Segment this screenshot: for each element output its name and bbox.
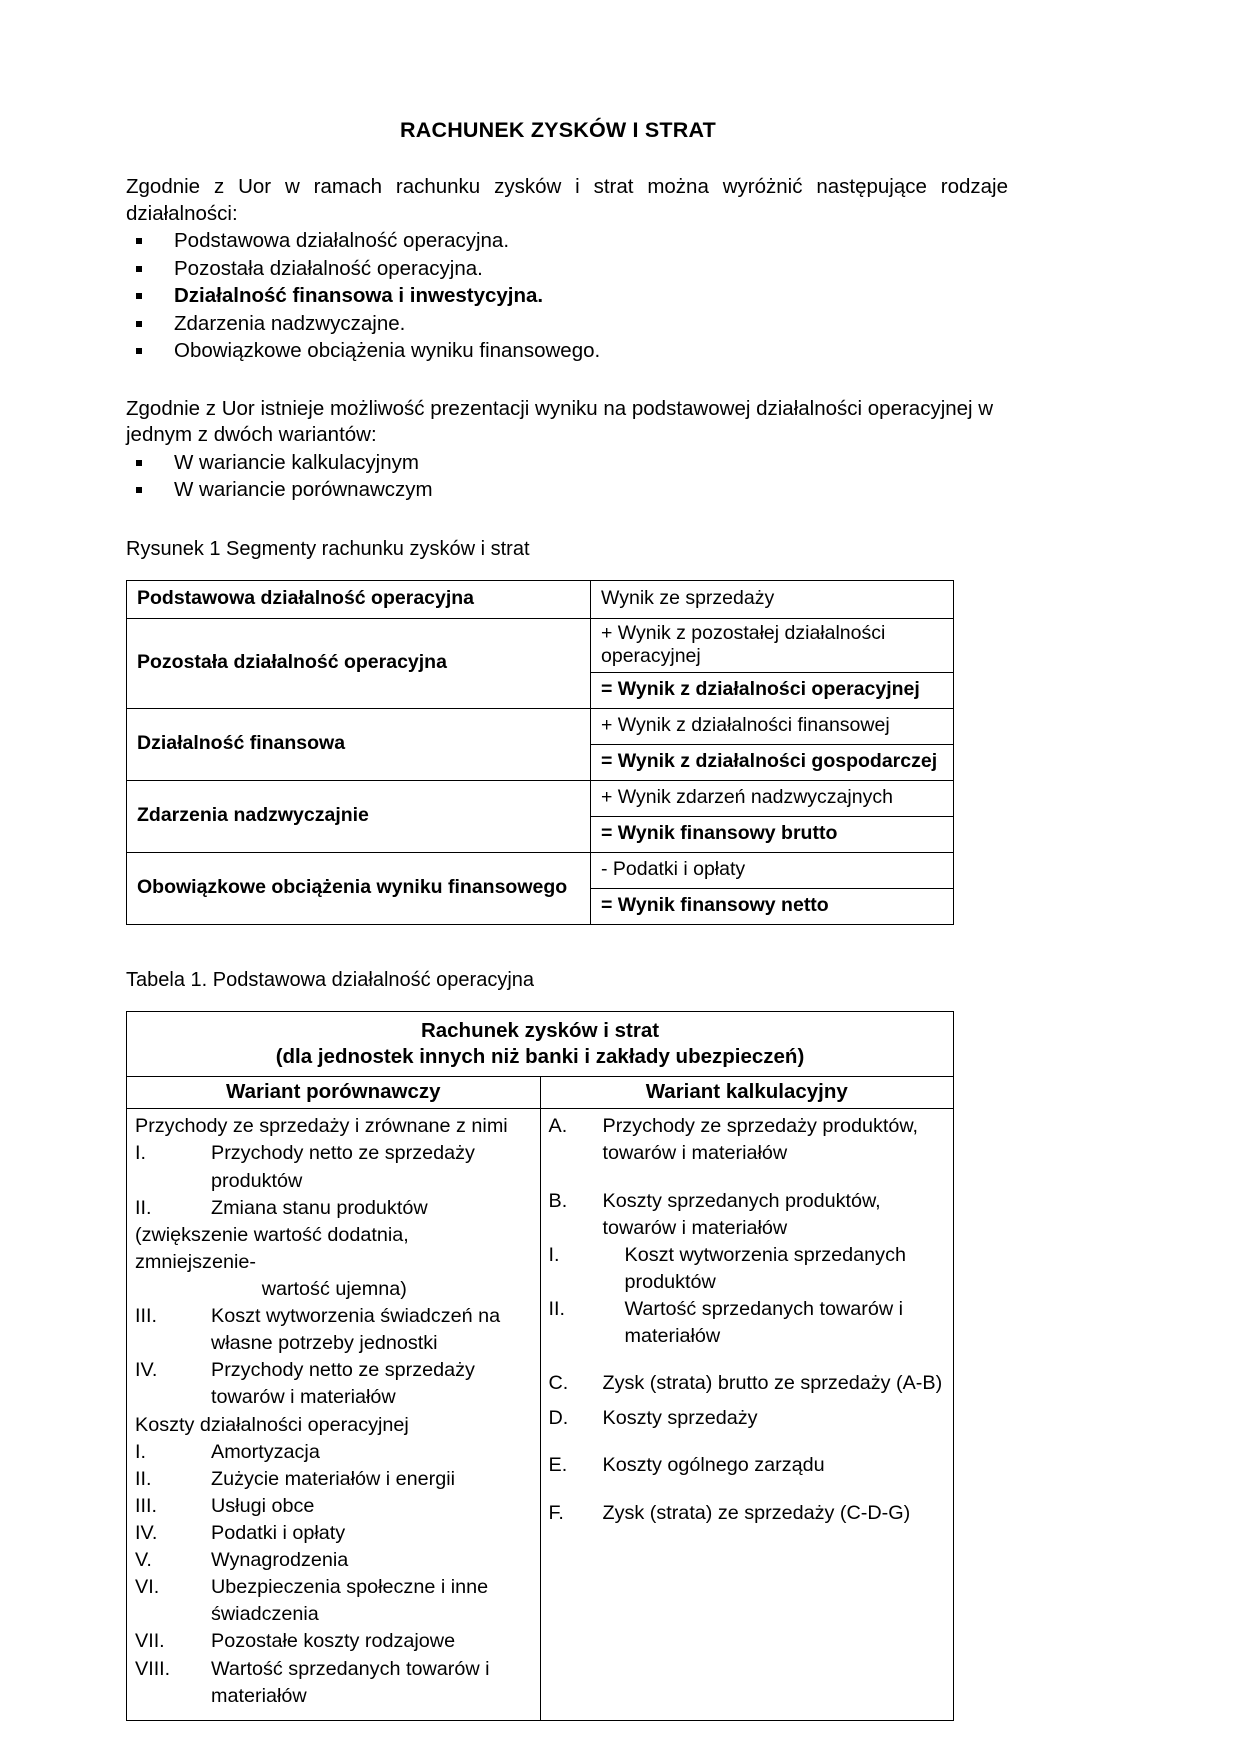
list-item: [549, 1242, 948, 1296]
table-row: [127, 1109, 954, 1720]
segment-value: = Wynik z działalności operacyjnej: [591, 672, 954, 708]
item-label: Koszty sprzedaży: [602, 1407, 758, 1430]
table-row: [127, 852, 954, 888]
item-number: F.: [548, 1501, 564, 1524]
list-item: [126, 337, 1120, 364]
note-line-1: (zwiększenie wartość dodatnia, zmniejszenie-: [135, 1223, 409, 1273]
item-label: Wartość sprzedanych towarów i materiałów: [624, 1297, 904, 1348]
segment-value: + Wynik zdarzeń nadzwyczajnych: [591, 780, 954, 816]
column-header-calculation: Wariant kalkulacyjny: [540, 1077, 954, 1109]
second-paragraph: Zgodnie z Uor istnieje możliwość prezentacji wyniku na podstawowej działalności operacyjnej w jednym z dwóch wariantów:: [126, 396, 994, 447]
segment-value: = Wynik finansowy brutto: [591, 816, 954, 852]
list-item: [126, 449, 1120, 476]
segment-value: Wynik ze sprzedaży: [591, 580, 954, 618]
figure-table-segments: [126, 580, 954, 925]
item-label: Zysk (strata) ze sprzedaży (C-D-G): [602, 1501, 911, 1524]
table-caption: Tabela 1. Podstawowa działalność operacyjna: [126, 968, 535, 991]
calculation-variant-cell: [540, 1109, 954, 1720]
figure-caption: Rysunek 1 Segmenty rachunku zysków i strat: [126, 537, 530, 560]
item-label: Przychody netto ze sprzedaży towarów i materiałów: [211, 1359, 475, 1409]
item-number: I.: [135, 1440, 146, 1463]
bullet-label: Obowiązkowe obciążenia wyniku finansowego.: [174, 339, 601, 363]
item-number: VII.: [135, 1630, 165, 1653]
item-number: A.: [548, 1115, 568, 1138]
item-label: Pozostałe koszty rodzajowe: [211, 1630, 456, 1653]
item-label: Usługi obce: [211, 1494, 315, 1517]
list-item: [135, 1195, 534, 1222]
item-number: II.: [548, 1297, 565, 1320]
list-item: [549, 1500, 948, 1527]
list-item: [135, 1357, 534, 1411]
segment-label: Działalność finansowa: [127, 708, 591, 780]
main-table-title: [127, 1011, 954, 1076]
table-row: [127, 780, 954, 816]
item-label: Koszty sprzedanych produktów, towarów i materiałów: [602, 1189, 881, 1239]
list-item: [135, 1574, 534, 1628]
segment-label: Podstawowa działalność operacyjna: [127, 580, 591, 618]
group-heading-revenue: Przychody ze sprzedaży i zrównane z nimi: [135, 1115, 508, 1138]
bullet-label: W wariancie porównawczym: [174, 478, 433, 502]
bullet-label: Podstawowa działalność operacyjna.: [174, 229, 510, 253]
item-number: III.: [135, 1494, 157, 1517]
item-number: C.: [548, 1372, 569, 1395]
item-number: II.: [135, 1196, 152, 1219]
variant-bullet-list: [126, 449, 1120, 504]
segment-value: = Wynik finansowy netto: [591, 888, 954, 924]
list-item: [549, 1113, 948, 1167]
note-line-2: wartość ujemna): [261, 1277, 407, 1300]
main-table-profit-loss: [126, 1011, 954, 1721]
page-title: RACHUNEK ZYSKÓW I STRAT: [400, 118, 716, 142]
segment-label: Pozostała działalność operacyjna: [127, 618, 591, 708]
bullet-label: W wariancie kalkulacyjnym: [174, 450, 419, 474]
item-label: Przychody ze sprzedaży produktów, towarów i materiałów: [602, 1115, 919, 1165]
segment-value: + Wynik z pozostałej działalności operacyjnej: [591, 618, 954, 672]
item-number: D.: [548, 1407, 569, 1430]
item-number: III.: [135, 1305, 157, 1328]
list-item: [135, 1520, 534, 1547]
spacer: [549, 1397, 948, 1405]
list-item: [126, 255, 1120, 282]
main-table-title-line2: (dla jednostek innych niż banki i zakłady ubezpieczeń): [275, 1045, 805, 1069]
list-item: [135, 1303, 534, 1357]
main-table-title-line1: Rachunek zysków i strat: [420, 1018, 660, 1042]
bullet-label: Zdarzenia nadzwyczajne.: [174, 311, 406, 335]
activity-bullet-list: [126, 227, 1120, 364]
item-number: IV.: [135, 1521, 158, 1544]
item-number: B.: [548, 1189, 568, 1212]
list-item: [135, 1466, 534, 1493]
item-number: II.: [135, 1467, 152, 1490]
list-item: [126, 476, 1120, 503]
item-label: Ubezpieczenia społeczne i inne świadczenia: [211, 1576, 489, 1626]
list-item: [135, 1439, 534, 1466]
column-header-comparative: Wariant porównawczy: [127, 1077, 541, 1109]
item-number: VI.: [135, 1576, 160, 1599]
bullet-label: Pozostała działalność operacyjna.: [174, 256, 483, 280]
list-item: [549, 1296, 948, 1350]
table-row: [127, 708, 954, 744]
table-row: [127, 1011, 954, 1076]
bullet-label: Działalność finansowa i inwestycyjna.: [174, 284, 544, 308]
spacer: [549, 1432, 948, 1452]
item-label: Amortyzacja: [211, 1440, 320, 1463]
item-label: Koszty ogólnego zarządu: [602, 1454, 825, 1477]
item-number: V.: [135, 1549, 152, 1572]
segment-label: Obowiązkowe obciążenia wyniku finansowego: [127, 852, 591, 924]
list-item: [135, 1493, 534, 1520]
item-label: Podatki i opłaty: [211, 1521, 346, 1544]
item-label: Wartość sprzedanych towarów i materiałów: [211, 1657, 490, 1707]
list-item: [126, 310, 1120, 337]
item-label: Przychody netto ze sprzedaży produktów: [211, 1142, 475, 1192]
spacer: [549, 1168, 948, 1188]
segment-label: Zdarzenia nadzwyczajnie: [127, 780, 591, 852]
spacer: [549, 1350, 948, 1370]
list-item: [135, 1628, 534, 1655]
item-number: I.: [135, 1142, 146, 1165]
segment-value: - Podatki i opłaty: [591, 852, 954, 888]
item-number: I.: [548, 1243, 560, 1266]
segment-value: = Wynik z działalności gospodarczej: [591, 744, 954, 780]
item-label: Koszt wytworzenia sprzedanych produktów: [624, 1243, 906, 1293]
table-row: [127, 618, 954, 672]
list-item: [135, 1140, 534, 1194]
list-item: [549, 1370, 948, 1397]
item-label: Wynagrodzenia: [211, 1549, 349, 1572]
item-label: Koszt wytworzenia świadczeń na własne potrzeby jednostki: [211, 1305, 501, 1355]
item-number: IV.: [135, 1359, 158, 1382]
item-label: Zysk (strata) brutto ze sprzedaży (A-B): [602, 1372, 943, 1395]
spacer: [549, 1480, 948, 1500]
group-heading-costs: Koszty działalności operacyjnej: [135, 1413, 409, 1436]
item-number: E.: [548, 1454, 568, 1477]
list-item: [135, 1547, 534, 1574]
table-row: [127, 1077, 954, 1109]
list-item: [549, 1452, 948, 1479]
intro-paragraph: Zgodnie z Uor w ramach rachunku zysków i strat można wyróżnić następujące rodzaje działalności:: [126, 175, 1008, 225]
list-item: [126, 282, 1120, 309]
list-item: [126, 227, 1120, 254]
segment-value: + Wynik z działalności finansowej: [591, 708, 954, 744]
list-item: [549, 1188, 948, 1242]
list-item: [135, 1656, 534, 1710]
item-label: Zużycie materiałów i energii: [211, 1467, 456, 1490]
item-label: Zmiana stanu produktów: [211, 1196, 428, 1219]
list-item: [549, 1405, 948, 1432]
item-number: VIII.: [135, 1657, 171, 1680]
comparative-variant-cell: [127, 1109, 541, 1720]
table-row: [127, 580, 954, 618]
